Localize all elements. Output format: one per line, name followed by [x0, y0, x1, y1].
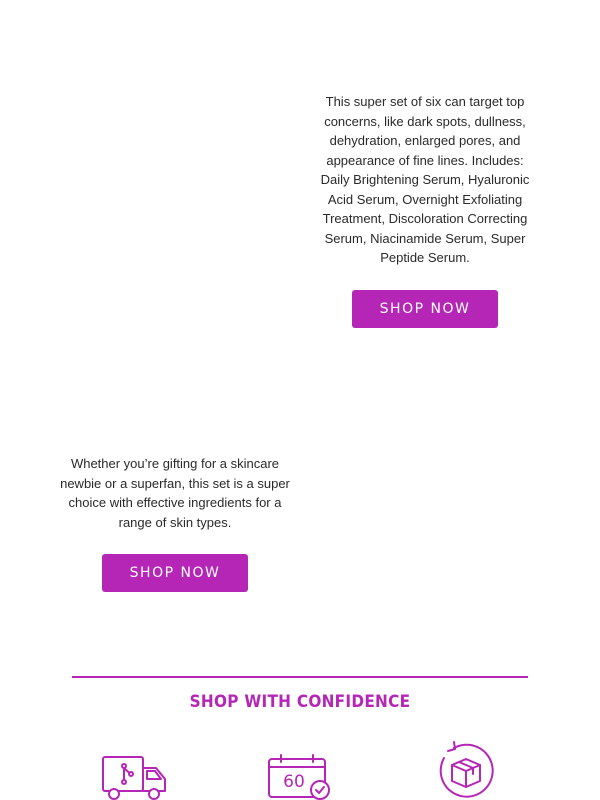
- returns-box-icon: [434, 740, 498, 800]
- delivery-truck-icon: [100, 752, 168, 800]
- shop-now-button[interactable]: SHOP NOW: [352, 290, 498, 328]
- calendar-60-day-icon: [266, 752, 334, 800]
- shop-now-button[interactable]: SHOP NOW: [102, 554, 248, 592]
- calendar-day-count: 60: [283, 772, 305, 792]
- product-description: Whether you’re gifting for a skincare newbie or a superfan, this set is a super choice with effective ingredients for a range of skin types.: [60, 456, 290, 530]
- section-heading: SHOP WITH CONFIDENCE: [189, 692, 411, 712]
- product-description: This super set of six can target top concerns, like dark spots, dullness, dehydration, enlarged pores, and appearance of fine lines. Includes: Daily Brightening Serum, Hyaluronic Acid Serum, Overnight Exfoliating Treatment, Discoloration Correcting Serum, Niacinamide Serum, Super Peptide Serum.: [320, 94, 530, 265]
- product-block-1: [315, 92, 535, 328]
- product-block-2: [60, 454, 290, 592]
- section-divider: [72, 676, 528, 678]
